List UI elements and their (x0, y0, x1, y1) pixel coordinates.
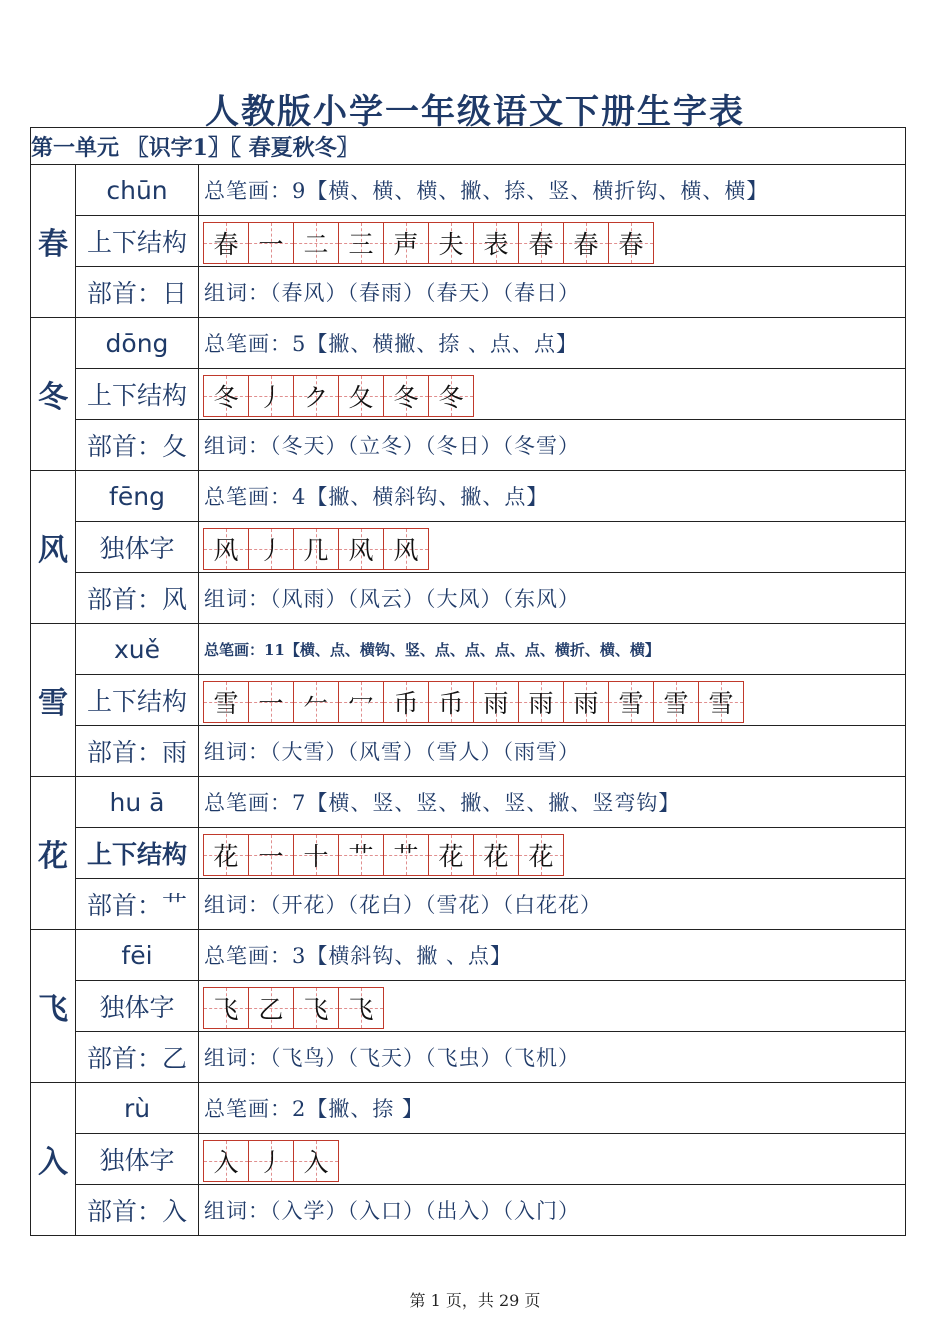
stroke-step-box (339, 988, 383, 1028)
structure-label: 上下结构 (76, 675, 199, 726)
stroke-step-box (654, 682, 699, 722)
pinyin: hu ā (76, 777, 199, 828)
stroke-step-box (339, 529, 384, 569)
stroke-step-box (294, 223, 339, 263)
stroke-step-box (249, 1141, 294, 1181)
stroke-step-box (384, 223, 429, 263)
structure-label: 独体字 (76, 981, 199, 1032)
word-examples: 组词：（大雪）（风雪）（雪人）（雨雪） (199, 726, 906, 777)
stroke-order-grid (203, 834, 564, 876)
char-row-words (31, 1032, 906, 1083)
stroke-step-box (384, 682, 429, 722)
word-examples: 组词：（飞鸟）（飞天）（飞虫）（飞机） (199, 1032, 906, 1083)
structure-label: 独体字 (76, 522, 199, 573)
word-examples: 组词：（冬天）（立冬）（冬日）（冬雪） (199, 420, 906, 471)
stroke-step: 雪 (708, 688, 734, 718)
char-row-strokes (31, 981, 906, 1032)
stroke-step-box (249, 835, 294, 875)
character: 春 (31, 165, 76, 318)
stroke-order-cell (199, 981, 906, 1032)
stroke-step-box (519, 835, 563, 875)
stroke-step-box (294, 529, 339, 569)
structure-label: 上下结构 (76, 369, 199, 420)
stroke-step: 雨 (573, 688, 599, 718)
stroke-step-box (519, 223, 564, 263)
radical-label: 部首：日 (76, 267, 199, 318)
char-row-strokes (31, 369, 906, 420)
char-row-strokes (31, 216, 906, 267)
stroke-step-box (429, 682, 474, 722)
stroke-step-box (294, 1141, 338, 1181)
stroke-step: 丿 (258, 535, 284, 565)
word-examples: 组词：（入学）（入口）（出入）（入门） (199, 1185, 906, 1236)
radical-label: 部首：乙 (76, 1032, 199, 1083)
stroke-step-box (429, 376, 473, 416)
unit-header-row (31, 128, 906, 165)
char-row-pinyin (31, 777, 906, 828)
char-row-pinyin (31, 930, 906, 981)
pinyin: xuě (76, 624, 199, 675)
radical-label: 部首：夂 (76, 420, 199, 471)
stroke-step: 春 (213, 229, 239, 259)
stroke-order-cell (199, 522, 906, 573)
page-title: 人教版小学一年级语文下册生字表 (205, 92, 745, 132)
stroke-step-box (294, 682, 339, 722)
stroke-step: 入 (213, 1147, 239, 1177)
stroke-step-box (249, 376, 294, 416)
stroke-step: 表 (483, 229, 509, 259)
structure-label: 上下结构 (76, 828, 199, 879)
character: 风 (31, 471, 76, 624)
vocab-grid (30, 127, 906, 1236)
stroke-step: 冬 (438, 382, 464, 412)
stroke-step: 艹 (348, 841, 374, 871)
stroke-step-box (609, 682, 654, 722)
character: 花 (31, 777, 76, 930)
char-row-pinyin (31, 1083, 906, 1134)
character: 入 (31, 1083, 76, 1236)
char-row-words (31, 573, 906, 624)
stroke-step: 飞 (213, 994, 239, 1024)
stroke-step-box (249, 529, 294, 569)
stroke-step-box (564, 223, 609, 263)
stroke-step: 一 (258, 229, 284, 259)
stroke-step: 雪 (618, 688, 644, 718)
character: 飞 (31, 930, 76, 1083)
stroke-step: 花 (438, 841, 464, 871)
stroke-step: 冖 (348, 688, 374, 718)
stroke-order-cell (199, 1134, 906, 1185)
char-row-words (31, 726, 906, 777)
stroke-step-box (339, 835, 384, 875)
stroke-order-cell (199, 369, 906, 420)
stroke-step-box (519, 682, 564, 722)
radical-label: 部首：入 (76, 1185, 199, 1236)
stroke-step-box (339, 376, 384, 416)
stroke-order-grid (203, 528, 429, 570)
stroke-count: 总笔画：11【横、点、横钩、竖、点、点、点、点、横折、横、横】 (199, 624, 906, 675)
word-examples: 组词：（开花）（花白）（雪花）（白花花） (199, 879, 906, 930)
stroke-step-box (294, 835, 339, 875)
char-row-strokes (31, 522, 906, 573)
stroke-count: 总笔画：3【横斜钩、撇 、点】 (199, 930, 906, 981)
stroke-count: 总笔画：7【横、竖、竖、撇、竖、撇、竖弯钩】 (199, 777, 906, 828)
stroke-step: 风 (393, 535, 419, 565)
stroke-step-box (339, 223, 384, 263)
char-row-strokes (31, 828, 906, 879)
stroke-step-box (474, 223, 519, 263)
stroke-step: 一 (258, 841, 284, 871)
stroke-step: 春 (573, 229, 599, 259)
pinyin: rù (76, 1083, 199, 1134)
stroke-count: 总笔画：4【撇、横斜钩、撇、点】 (199, 471, 906, 522)
stroke-step: 雨 (528, 688, 554, 718)
pinyin: fēng (76, 471, 199, 522)
stroke-step: 乙 (258, 994, 284, 1024)
character: 冬 (31, 318, 76, 471)
stroke-count: 总笔画：5【撇、横撇、捺 、点、点】 (199, 318, 906, 369)
stroke-step-box (609, 223, 653, 263)
char-row-words (31, 267, 906, 318)
stroke-step: 丿 (258, 1147, 284, 1177)
stroke-step-box (384, 376, 429, 416)
stroke-step: ク (303, 382, 329, 412)
stroke-step: 艹 (393, 841, 419, 871)
stroke-step-box (204, 1141, 249, 1181)
char-row-pinyin (31, 165, 906, 216)
stroke-step-box (249, 682, 294, 722)
stroke-step: 十 (303, 841, 329, 871)
character: 雪 (31, 624, 76, 777)
stroke-step-box (474, 682, 519, 722)
radical-label: 部首：雨 (76, 726, 199, 777)
stroke-step-box (384, 835, 429, 875)
stroke-step-box (204, 682, 249, 722)
character-table (30, 127, 905, 1236)
stroke-step-box (204, 988, 249, 1028)
stroke-count: 总笔画：9【横、横、横、撇、捺、竖、横折钩、横、横】 (199, 165, 906, 216)
char-row-pinyin (31, 471, 906, 522)
stroke-step: 声 (393, 229, 419, 259)
stroke-order-grid (203, 222, 654, 264)
stroke-order-grid (203, 1140, 339, 1182)
pinyin: chūn (76, 165, 199, 216)
stroke-step: 飞 (303, 994, 329, 1024)
stroke-step-box (204, 835, 249, 875)
structure-label: 上下结构 (76, 216, 199, 267)
char-row-strokes (31, 675, 906, 726)
word-examples: 组词：（春风）（春雨）（春天）（春日） (199, 267, 906, 318)
stroke-step: 飞 (348, 994, 374, 1024)
stroke-step-box (429, 223, 474, 263)
stroke-step-box (339, 682, 384, 722)
stroke-order-grid (203, 987, 384, 1029)
stroke-step: 雪 (663, 688, 689, 718)
stroke-step-box (249, 223, 294, 263)
stroke-step: 花 (483, 841, 509, 871)
stroke-step-box (564, 682, 609, 722)
stroke-step: 风 (348, 535, 374, 565)
stroke-step: 夂 (348, 382, 374, 412)
stroke-step: 雨 (483, 688, 509, 718)
stroke-step: 雪 (213, 688, 239, 718)
stroke-step: 币 (438, 688, 464, 718)
stroke-order-grid (203, 681, 744, 723)
char-row-words (31, 1185, 906, 1236)
word-examples: 组词：（风雨）（风云）（大风）（东风） (199, 573, 906, 624)
page-footer: 第 1 页，共 29 页 (409, 1291, 541, 1310)
char-row-pinyin (31, 318, 906, 369)
stroke-step-box (204, 223, 249, 263)
stroke-step-box (249, 988, 294, 1028)
stroke-step: 一 (258, 688, 284, 718)
char-row-pinyin (31, 624, 906, 675)
stroke-order-cell (199, 828, 906, 879)
stroke-step: 三 (348, 229, 374, 259)
stroke-step: 春 (618, 229, 644, 259)
stroke-step: 春 (528, 229, 554, 259)
char-row-strokes (31, 1134, 906, 1185)
char-row-words (31, 879, 906, 930)
pinyin: fēi (76, 930, 199, 981)
stroke-count: 总笔画：2【撇、捺 】 (199, 1083, 906, 1134)
stroke-step-box (204, 376, 249, 416)
unit-header: 第一单元 〖识字1〗〖 春夏秋冬〗 (31, 128, 906, 165)
stroke-step: 冬 (393, 382, 419, 412)
stroke-step-box (294, 988, 339, 1028)
stroke-step: 花 (528, 841, 554, 871)
stroke-step-box (429, 835, 474, 875)
stroke-step: 入 (303, 1147, 329, 1177)
stroke-step-box (294, 376, 339, 416)
stroke-step: 二 (303, 229, 329, 259)
stroke-step: 夫 (438, 229, 464, 259)
radical-label: 部首：艹 (76, 879, 199, 930)
pinyin: dōng (76, 318, 199, 369)
structure-label: 独体字 (76, 1134, 199, 1185)
stroke-step: 币 (393, 688, 419, 718)
stroke-step-box (384, 529, 428, 569)
stroke-step: 𠂉 (303, 688, 329, 718)
stroke-step-box (204, 529, 249, 569)
stroke-step-box (699, 682, 743, 722)
stroke-order-grid (203, 375, 474, 417)
radical-label: 部首：风 (76, 573, 199, 624)
char-row-words (31, 420, 906, 471)
stroke-order-cell (199, 675, 906, 726)
stroke-step: 风 (213, 535, 239, 565)
stroke-step-box (474, 835, 519, 875)
stroke-step: 冬 (213, 382, 239, 412)
stroke-step: 丿 (258, 382, 284, 412)
stroke-step: 几 (303, 535, 329, 565)
stroke-order-cell (199, 216, 906, 267)
stroke-step: 花 (213, 841, 239, 871)
